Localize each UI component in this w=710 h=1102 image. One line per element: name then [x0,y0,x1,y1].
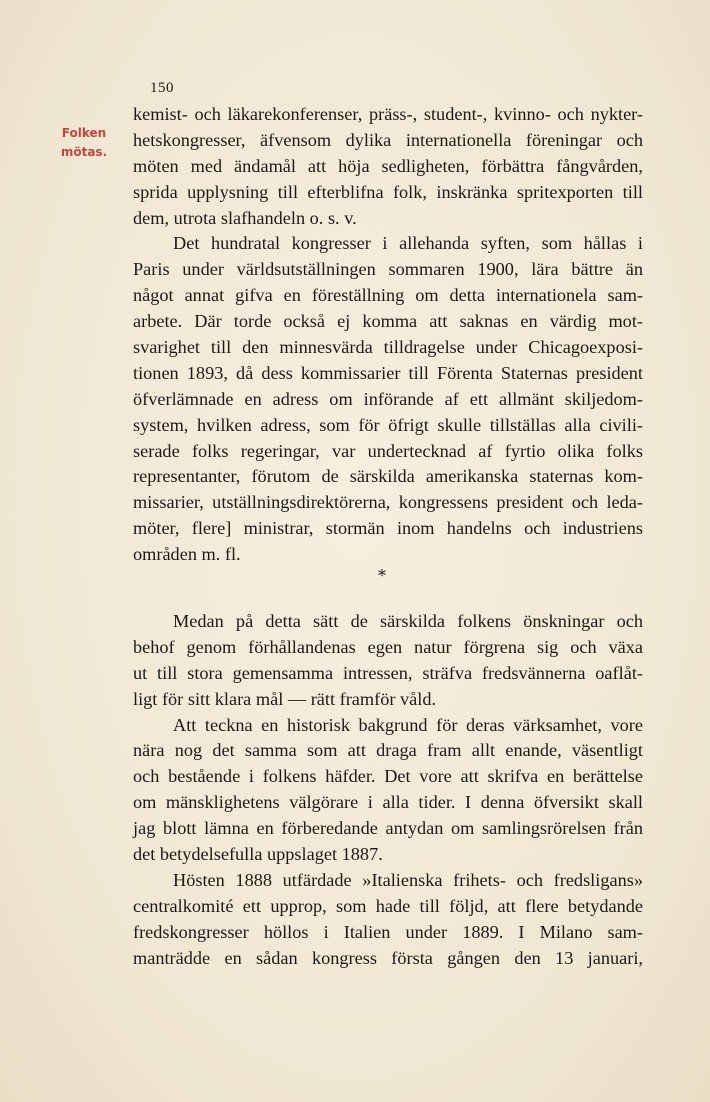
section-divider-asterisk: * [378,566,386,585]
text-line: system, hvilken adress, som för öfrigt skulle tillställas alla civili- [133,414,643,435]
text-line: centralkomité ett upprop, som hade till följd, att flere betydande [133,895,643,916]
margin-note-line: Folken [61,126,107,140]
text-line: manträdde en sådan kongress första gången den 13 januari, [133,947,643,968]
text-line: nära nog det samma som att draga fram allt enande, väsentligt [133,740,643,761]
text-line: sprida upplysning till efterblifna folk, inskränka spritexporten till [133,181,643,202]
text-line: arbete. Där torde också ej komma att saknas en värdig mot- [133,311,643,332]
text-line: Medan på detta sätt de särskilda folkens önskningar och [173,611,643,631]
text-line: det betydelsefulla uppslaget 1887. [133,844,383,865]
body-text-section-2 [133,609,643,971]
text-line: jag blott lämna en förberedande antydan om samlingsrörelsen från [133,818,643,839]
text-line: representanter, förutom de särskilda amerikanska staternas kom- [133,466,643,487]
text-line: Hösten 1888 utfärdade »Italienska frihets- och fredsligans» [173,869,643,890]
text-line: hetskongresser, äfvensom dylika internationella föreningar och [133,129,643,150]
text-line: öfverlämnade en adress om införande af ett allmänt skiljedom- [133,388,643,409]
text-line: ligt för sitt klara mål — rätt framför våld. [133,688,437,709]
text-line: fredskongresser höllos i Italien under 1889. I Milano sam- [133,921,643,942]
text-line: något annat gifva en föreställning om detta internationela sam- [133,285,643,306]
text-line: och bestående i folkens häfder. Det vore att skrifva en berättelse [133,766,643,787]
text-line: Att teckna en historisk bakgrund för deras värksamhet, vore [173,714,643,735]
text-line: möter, flere] ministrar, stormän inom handelns och industriens [133,518,643,539]
text-line: om mänsklighetens välgörare i alla tider. I denna öfversikt skall [133,792,643,813]
body-text-section-1 [133,102,643,568]
text-line: möten med ändamål att höja sedligheten, förbättra fångvården, [133,155,643,176]
text-line: områden m. fl. [133,544,241,565]
page-number: 150 [150,80,174,96]
text-line: Paris under världsutställningen sommaren 1900, lära bättre än [133,259,643,280]
text-line: svarighet till den minnesvärda tilldragelse under Chicagoexposi- [133,337,643,358]
text-line: behof genom förhållandenas egen natur förgrena sig och växa [133,636,643,657]
text-line: dem, utrota slafhandeln o. s. v. [133,207,357,228]
margin-note-line: mötas. [60,145,108,159]
text-line: kemist- och läkarekonferenser, präss-, student-, kvinno- och nykter- [133,104,643,124]
text-line: tionen 1893, då dess kommissarier till Förenta Staternas president [133,362,643,383]
text-line: Det hundratal kongresser i allehanda syften, som hållas i [173,233,643,254]
text-line: missarier, utställningsdirektörerna, kongressens president och leda- [133,492,643,513]
text-line: serade folks regeringar, var undertecknad af fyrtio olika folks [133,440,643,461]
text-line: ut till stora gemensamma intressen, sträfva fredsvännerna oaflåt- [133,662,643,683]
margin-note [52,124,116,162]
